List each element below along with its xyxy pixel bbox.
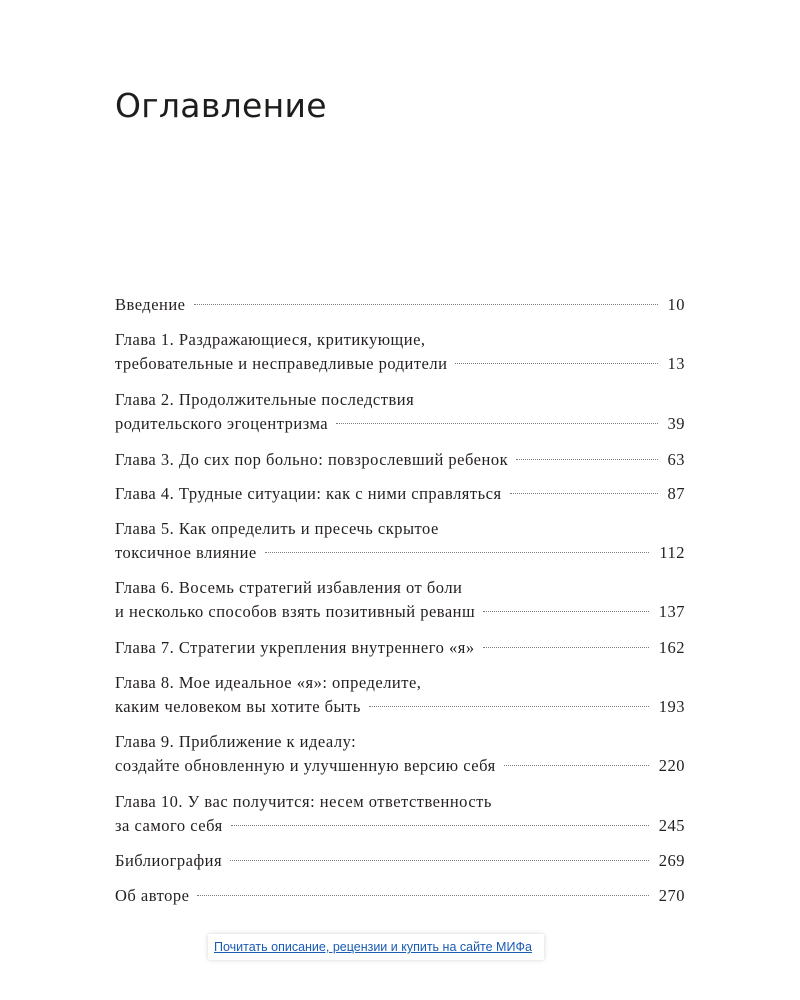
toc-leader-dots	[197, 895, 648, 896]
toc-entry	[115, 730, 685, 778]
toc-entry-title: Глава 2. Продолжительные последствия	[115, 390, 415, 409]
toc-entry	[115, 671, 685, 719]
toc-entry-title-continued: токсичное влияние	[115, 543, 257, 562]
toc-page-number: 193	[658, 697, 685, 716]
toc-entry-title-continued: родительского эгоцентризма	[115, 414, 329, 433]
toc-entry-title: Глава 5. Как определить и пресечь скрытое	[115, 519, 439, 538]
toc-leader-dots	[455, 363, 657, 364]
toc-leader-dots	[510, 493, 658, 494]
toc-entry	[115, 293, 685, 317]
toc-entry-title-continued: создайте обновленную и улучшенную версию себя	[115, 756, 496, 775]
toc-entry-title: Глава 3. До сих пор больно: повзрослевший ребенок	[115, 450, 509, 469]
toc-entry-title-continued: требовательные и несправедливые родители	[115, 354, 448, 373]
toc-entry-title: Об авторе	[115, 886, 190, 905]
toc-entry-title: Введение	[115, 295, 186, 314]
toc-page-number: 10	[667, 295, 685, 314]
toc-entry	[115, 517, 685, 565]
toc-page-number: 63	[667, 450, 685, 469]
toc-page-number: 269	[658, 851, 685, 870]
toc-entry	[115, 388, 685, 436]
toc-entry	[115, 849, 685, 873]
toc-entry	[115, 482, 685, 506]
toc-entry	[115, 576, 685, 624]
toc-entry	[115, 884, 685, 908]
toc-leader-dots	[504, 765, 649, 766]
toc-entry-title: Глава 1. Раздражающиеся, критикующие,	[115, 330, 426, 349]
buy-on-mif-link[interactable]: Почитать описание, рецензии и купить на сайте МИФа	[208, 934, 544, 960]
toc-page-number: 137	[658, 602, 685, 621]
toc-leader-dots	[336, 423, 657, 424]
toc-leader-dots	[516, 459, 657, 460]
toc-page-number: 39	[667, 414, 685, 433]
toc-page-number: 162	[658, 638, 685, 657]
toc-entry	[115, 328, 685, 376]
toc-page-number: 245	[658, 816, 685, 835]
toc-entry-title: Глава 7. Стратегии укрепления внутреннего «я»	[115, 638, 475, 657]
toc-entry	[115, 636, 685, 660]
toc-page-number: 220	[658, 756, 685, 775]
toc-entry-title-continued: за самого себя	[115, 816, 223, 835]
toc-entry-title: Глава 8. Мое идеальное «я»: определите,	[115, 673, 422, 692]
toc-entry	[115, 448, 685, 472]
toc-page-number: 13	[667, 354, 685, 373]
page-title: Оглавление	[115, 86, 327, 125]
toc-page-number: 112	[659, 543, 685, 562]
toc-leader-dots	[369, 706, 649, 707]
toc-entry-title: Глава 10. У вас получится: несем ответственность	[115, 792, 492, 811]
toc-leader-dots	[231, 825, 649, 826]
toc-entry-title: Библиография	[115, 851, 223, 870]
toc-page-number: 270	[658, 886, 685, 905]
toc-entry-title-continued: каким человеком вы хотите быть	[115, 697, 361, 716]
toc-entry-title: Глава 4. Трудные ситуации: как с ними справляться	[115, 484, 502, 503]
toc-leader-dots	[194, 304, 658, 305]
toc-entry-title: Глава 9. Приближение к идеалу:	[115, 732, 357, 751]
toc-entry-title-continued: и несколько способов взять позитивный реванш	[115, 602, 476, 621]
toc-entry	[115, 790, 685, 838]
toc-entry-title: Глава 6. Восемь стратегий избавления от боли	[115, 578, 463, 597]
toc-leader-dots	[483, 647, 649, 648]
toc-leader-dots	[265, 552, 650, 553]
toc-page-number: 87	[667, 484, 685, 503]
toc-leader-dots	[230, 860, 649, 861]
toc-leader-dots	[483, 611, 649, 612]
